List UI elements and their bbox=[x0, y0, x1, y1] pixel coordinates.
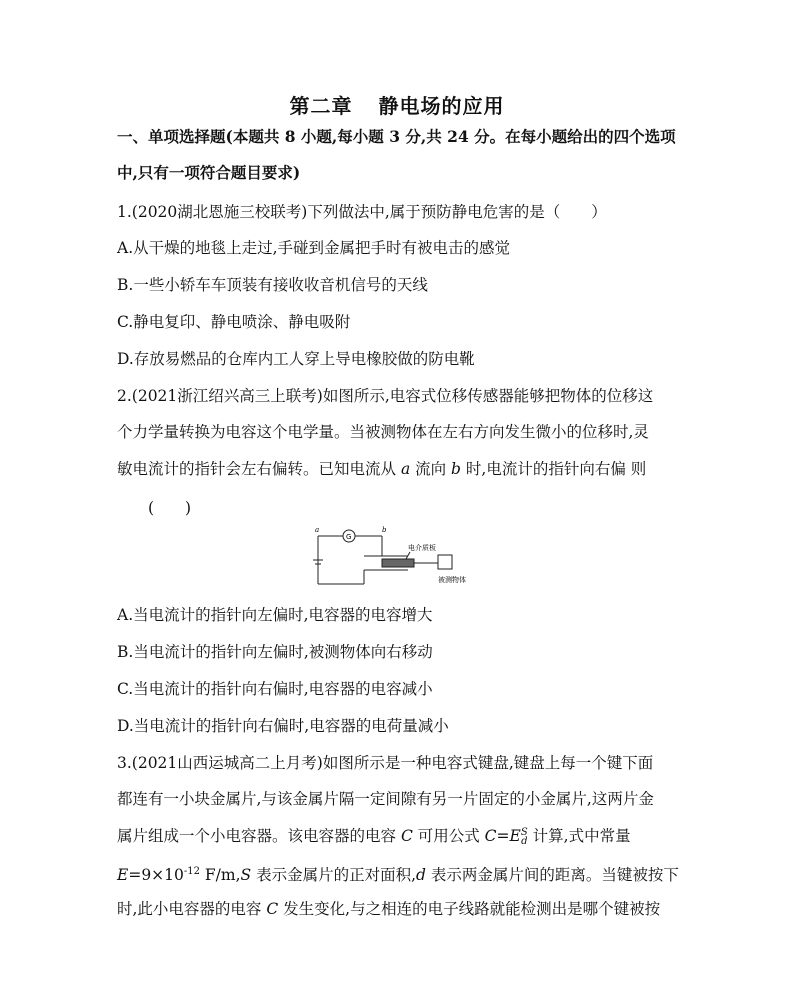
q1-option-a: A.从干燥的地毯上走过,手碰到金属把手时有被电击的感觉 bbox=[117, 239, 511, 257]
chapter-name: 静电场的应用 bbox=[378, 94, 505, 118]
q2-option-d: D.当电流计的指针向右偏时,电容器的电荷量减小 bbox=[117, 717, 449, 735]
section-heading-line1: 一、单项选择题(本题共 8 小题,每小题 3 分,共 24 分。在每小题给出的四个选项 bbox=[117, 127, 676, 146]
capacitive-sensor-diagram bbox=[310, 522, 480, 592]
chapter-number: 第二章 bbox=[289, 94, 353, 118]
q1-stem: 1.(2020湖北恩施三校联考)下列做法中,属于预防静电危害的是（ ） bbox=[117, 203, 607, 221]
q2-stem-line2: 个力学量转换为电容这个电学量。当被测物体在左右方向发生微小的位移时,灵 bbox=[117, 423, 649, 441]
q2-stem-line3: 敏电流计的指针会左右偏转。已知电流从 a 流向 b 时,电流计的指针向右偏 则 bbox=[117, 460, 647, 478]
q3-stem-line1: 3.(2021山西运城高二上月考)如图所示是一种电容式键盘,键盘上每一个键下面 bbox=[117, 754, 654, 772]
formula-c: C bbox=[484, 827, 497, 845]
label-b: b bbox=[382, 526, 387, 534]
q1-option-d: D.存放易燃品的仓库内工人穿上导电橡胶做的防电靴 bbox=[117, 350, 475, 368]
q1-option-b: B.一些小轿车车顶装有接收收音机信号的天线 bbox=[117, 276, 428, 294]
q2-stem-line1: 2.(2021浙江绍兴高三上联考)如图所示,电容式位移传感器能够把物体的位移这 bbox=[117, 387, 654, 405]
q3-stem-line5: 时,此小电容器的电容 C 发生变化,与之相连的电子线路就能检测出是哪个键被按 bbox=[117, 900, 661, 918]
label-dielectric: 电介质板 bbox=[408, 544, 436, 552]
var-a: a bbox=[400, 460, 411, 478]
formula-fraction: S d bbox=[520, 827, 528, 847]
formula-e: E bbox=[509, 827, 521, 845]
var-s: S bbox=[240, 866, 252, 885]
q3-stem-line3: 属片组成一个小电容器。该电容器的电容 C 可用公式 C=ES d 计算,式中常量 bbox=[117, 827, 631, 847]
q3-stem-line4: $E=9\times 10^{-12}$ F/m,S 表示金属片的正对面积,d 表示两金属片间的距离。当键被按下 bbox=[117, 866, 679, 885]
q1-option-c: C.静电复印、静电喷涂、静电吸附 bbox=[117, 313, 351, 331]
q3-stem-line2: 都连有一小块金属片,与该金属片隔一定间隙有另一片固定的小金属片,这两片金 bbox=[117, 790, 654, 808]
var-d: d bbox=[416, 866, 426, 885]
q2-option-c: C.当电流计的指针向右偏时,电容器的电容减小 bbox=[117, 680, 433, 698]
q2-option-a: A.当电流计的指针向左偏时,电容器的电容增大 bbox=[117, 606, 433, 624]
q2-option-b: B.当电流计的指针向左偏时,被测物体向右移动 bbox=[117, 643, 433, 661]
page-title bbox=[0, 90, 794, 119]
section-heading-line2: 中,只有一项符合题目要求) bbox=[117, 163, 301, 182]
var-b: b bbox=[451, 460, 461, 478]
galvanometer-icon: G bbox=[346, 533, 352, 541]
var-c: C bbox=[400, 827, 413, 845]
q2-answer-blank: ( ) bbox=[148, 499, 192, 517]
label-object: 被测物体 bbox=[438, 576, 466, 584]
label-a: a bbox=[315, 526, 320, 534]
